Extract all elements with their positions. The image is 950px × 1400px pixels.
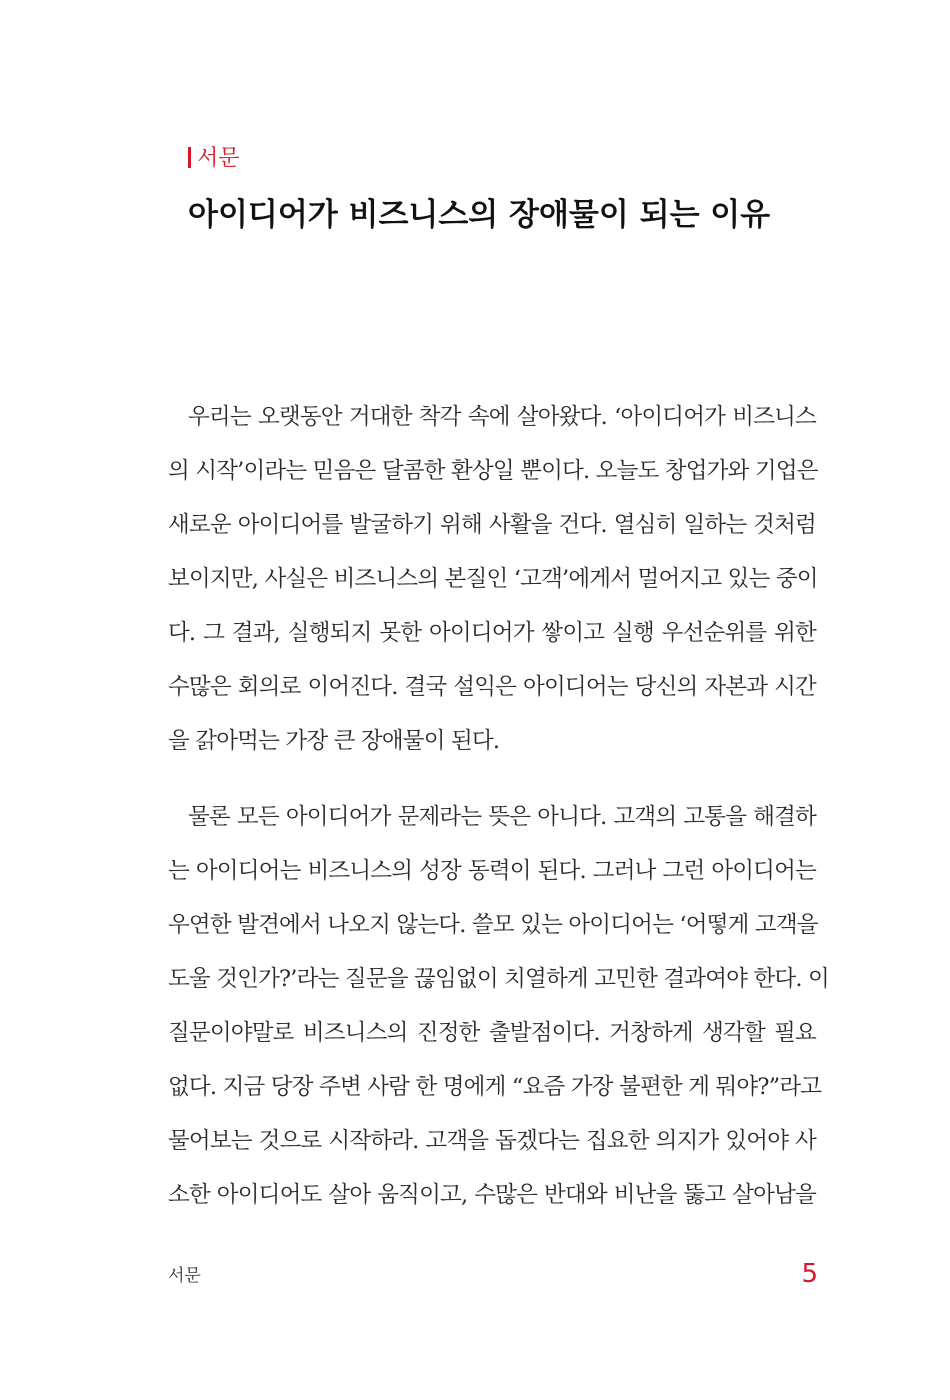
text-line: 질문이야말로 비즈니스의 진정한 출발점이다. 거창하게 생각할 필요 (168, 1020, 816, 1046)
text-line: 소한 아이디어도 살아 움직이고, 수많은 반대와 비난을 뚫고 살아남을 (168, 1182, 816, 1208)
text-line: 을 갉아먹는 가장 큰 장애물이 된다. (168, 728, 500, 754)
section-label-text: 서문 (197, 146, 240, 171)
text-line: 우연한 발견에서 나오지 않는다. 쓸모 있는 아이디어는 ‘어떻게 고객을 (168, 912, 818, 938)
section-label (188, 145, 240, 173)
body-paragraph-1 (168, 390, 816, 768)
page-number: 5 (801, 1259, 818, 1289)
text-line: 물어보는 것으로 시작하라. 고객을 돕겠다는 집요한 의지가 있어야 사 (168, 1128, 816, 1154)
text-line: 는 아이디어는 비즈니스의 성장 동력이 된다. 그러나 그런 아이디어는 (168, 858, 816, 884)
text-line: 물론 모든 아이디어가 문제라는 뜻은 아니다. 고객의 고통을 해결하 (188, 804, 816, 830)
text-line: 의 시작’이라는 믿음은 달콤한 환상일 뿐이다. 오늘도 창업가와 기업은 (168, 458, 818, 484)
text-line: 수많은 회의로 이어진다. 결국 설익은 아이디어는 당신의 자본과 시간 (168, 674, 816, 700)
running-footer-label: 서문 (168, 1266, 201, 1286)
text-line: 새로운 아이디어를 발굴하기 위해 사활을 건다. 열심히 일하는 것처럼 (168, 512, 816, 538)
chapter-title: 아이디어가 비즈니스의 장애물이 되는 이유 (188, 197, 771, 233)
text-line: 없다. 지금 당장 주변 사람 한 명에게 “요즘 가장 불편한 게 뭐야?”라고 (168, 1074, 822, 1100)
body-paragraph-2 (168, 790, 829, 1222)
text-line: 보이지만, 사실은 비즈니스의 본질인 ‘고객’에게서 멀어지고 있는 중이 (168, 566, 818, 592)
section-marker-bar (188, 147, 191, 168)
text-line: 우리는 오랫동안 거대한 착각 속에 살아왔다. ‘아이디어가 비즈니스 (188, 404, 816, 430)
text-line: 도울 것인가?’라는 질문을 끊임없이 치열하게 고민한 결과여야 한다. 이 (168, 966, 829, 992)
text-line: 다. 그 결과, 실행되지 못한 아이디어가 쌓이고 실행 우선순위를 위한 (168, 620, 816, 646)
